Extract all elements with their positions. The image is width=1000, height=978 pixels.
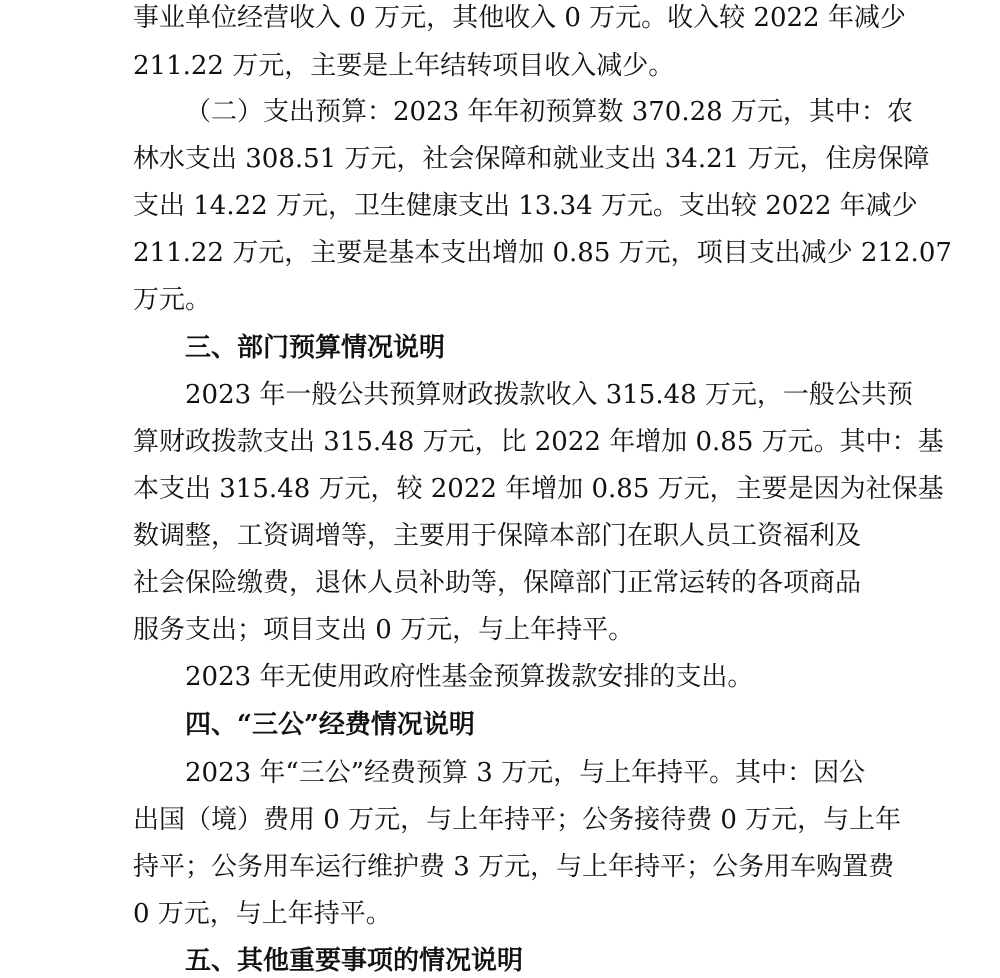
text-line: 服务支出；项目支出 0 万元，与上年持平。 [133,615,635,645]
text-line: 林水支出 308.51 万元，社会保障和就业支出 34.21 万元，住房保障 [133,144,930,174]
text-line: 211.22 万元，主要是基本支出增加 0.85 万元，项目支出减少 212.07 [133,238,952,268]
text-line: 算财政拨款支出 315.48 万元，比 2022 年增加 0.85 万元。其中：基 [133,427,944,457]
text-line: 持平；公务用车运行维护费 3 万元，与上年持平；公务用车购置费 [133,852,895,882]
section-heading: 四、“三公”经费情况说明 [185,710,475,740]
text-line: 出国（境）费用 0 万元，与上年持平；公务接待费 0 万元，与上年 [133,805,902,835]
text-line: 万元。 [133,285,212,315]
section-heading: 五、其他重要事项的情况说明 [185,946,524,976]
text-line: 2023 年“三公”经费预算 3 万元，与上年持平。其中：因公 [185,758,866,788]
text-line: 2023 年一般公共预算财政拨款收入 315.48 万元，一般公共预 [185,380,913,410]
text-line: 事业单位经营收入 0 万元，其他收入 0 万元。收入较 2022 年减少 [133,3,906,33]
text-line: 数调整，工资调增等，主要用于保障本部门在职人员工资福利及 [133,521,862,551]
text-line: 社会保险缴费，退休人员补助等，保障部门正常运转的各项商品 [133,568,862,598]
section-heading: 三、部门预算情况说明 [185,333,446,363]
text-line: 2023 年无使用政府性基金预算拨款安排的支出。 [185,662,754,692]
text-line: （二）支出预算：2023 年年初预算数 370.28 万元，其中：农 [185,97,913,127]
text-line: 211.22 万元，主要是上年结转项目收入减少。 [133,51,675,81]
text-line: 本支出 315.48 万元，较 2022 年增加 0.85 万元，主要是因为社保基 [133,474,944,504]
text-line: 支出 14.22 万元，卫生健康支出 13.34 万元。支出较 2022 年减少 [133,191,918,221]
text-line: 0 万元，与上年持平。 [133,899,392,929]
